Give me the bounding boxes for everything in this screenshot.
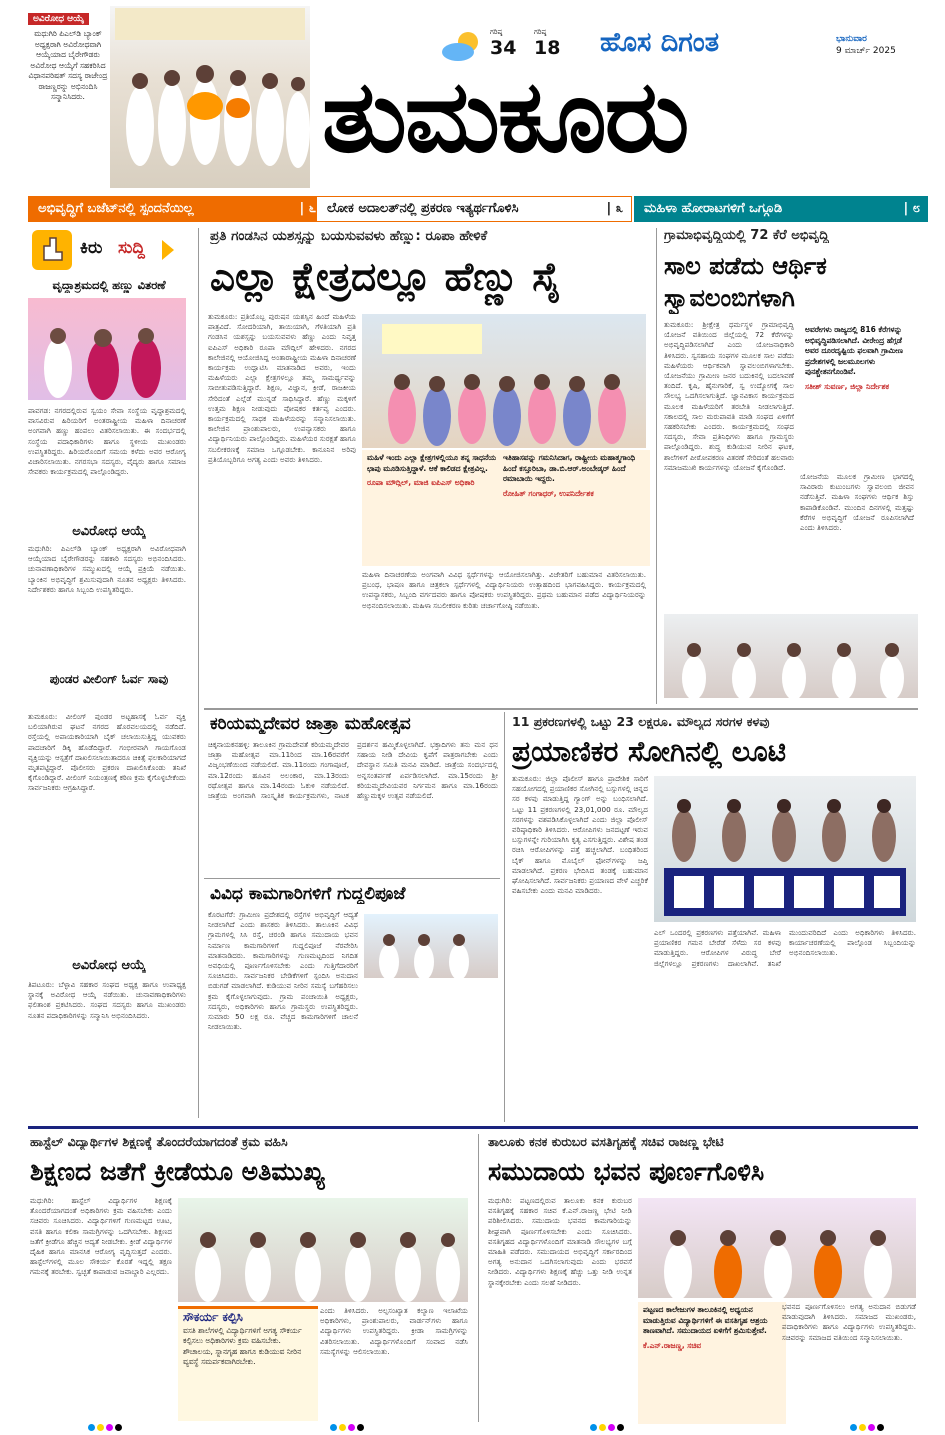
section-rule [204,708,918,710]
theft-headline: ಪ್ರಯಾಣಿಕರ ಸೋಗಿನಲ್ಲಿ ಲೂಟಿ [512,735,787,768]
bhavan-quote [638,1302,786,1424]
brief-3-title: ಪುಂಡರ ವೀಲಿಂಗ್ ಓರ್ವ ಸಾವು [49,672,169,686]
brief-1-text: ಪಾವಗಡ: ನಗರದಲ್ಲಿರುವ ಸ್ವಯಂ ಸೇವಾ ಸಂಸ್ಥೆಯ ವೃದ್ಧಾಶ್ರಮದಲ್ಲಿ ವಾಸವಿರುವ ಹಿರಿಯರಿಗೆ ಅಂತರಾಷ್ಟ್ರೀಯ ಮಹಿಳಾ ದಿನಾಚರಣೆ ಅಂಗವಾಗಿ ಹಣ್ಣು ಹಂಪಲು ವಿತರಿಸಲಾಯಿತು. ಈ ಸಂದರ್ಭದಲ್ಲಿ ಸಂಸ್ಥೆಯ ಪದಾಧಿಕಾರಿಗಳು ಹಾಗೂ ಸ್ಥಳೀಯ ಮುಖಂಡರು ಉಪಸ್ಥಿತರಿದ್ದರು. ಹಿರಿಯರೊಂದಿಗೆ ಸಮಯ ಕಳೆದು ಅವರ ಆರೋಗ್ಯ ವಿಚಾರಿಸಲಾಯಿತು. ನಗರಸಭಾ ಸದಸ್ಯರು, ವೈದ್ಯರು ಹಾಗೂ ಸಮಾಜ ಸೇವಕರು ಕಾರ್ಯಕ್ರಮದಲ್ಲಿ ಪಾಲ್ಗೊಂಡಿದ್ದರು. [28,406,186,477]
issue-date: 9 ಮಾರ್ಚ್ 2025 [836,46,896,56]
weather-max: 34 [490,37,517,59]
city-title: ತುಮಕೂರು [322,58,688,175]
loan-quote-by: ಸತೀಶ್ ಸುವರ್ಣ, ಜಿಲ್ಲಾ ನಿರ್ದೇಶಕ [805,381,890,391]
brief-1-photo [28,298,186,400]
teaser-3[interactable] [634,196,928,222]
masthead [0,0,945,190]
women-quote [498,450,650,566]
story-hostel [28,1134,472,1424]
hostel-box-text: ವಸತಿ ಶಾಲೆಗಳಲ್ಲಿ ವಿದ್ಯಾರ್ಥಿಗಳಿಗೆ ಅಗತ್ಯ ಸೌಕರ್ಯ ಕಲ್ಪಿಸಲು ಅಧಿಕಾರಿಗಳು ಕ್ರಮ ವಹಿಸಬೇಕು. ಶೌಚಾಲಯ, ಸ್ನಾನಗೃಹ ಹಾಗೂ ಕುಡಿಯುವ ನೀರಿನ ವ್ಯವಸ್ಥೆ ಸಮರ್ಪಕವಾಗಿರಬೇಕು. [183,1325,302,1366]
loan-headline-2: ಸ್ವಾವಲಂಬಿಗಳಾಗಿ [664,284,795,312]
bottom-rule [28,1126,918,1129]
bhavan-text-2: ಭವನದ ಪೂರ್ಣಗೊಳಿಸಲು ಅಗತ್ಯ ಅನುದಾನ ಬಿಡುಗಡೆ ಮಾಡುವುದಾಗಿ ತಿಳಿಸಿದರು. ಸಮಾಜದ ಮುಖಂಡರು, ಪದಾಧಿಕಾರಿಗಳು ಹಾಗೂ ವಿದ್ಯಾರ್ಥಿಗಳು ಉಪಸ್ಥಿತರಿದ್ದರು. ಸಚಿವರನ್ನು ಸಮಾಜದ ವತಿಯಿಂದ ಸನ್ಮಾನಿಸಲಾಯಿತು. [782,1302,916,1342]
issue-day: ಭಾನುವಾರ [836,34,867,44]
weather-min: 18 [534,37,561,59]
theft-kicker: 11 ಪ್ರಕರಣಗಳಲ್ಲಿ ಒಟ್ಟು 23 ಲಕ್ಷರೂ. ಮೌಲ್ಯದ ಸರಗಳ ಕಳವು [512,714,770,729]
teaser-3-page: | ೮ [903,201,920,216]
women-text: ತುಮಕೂರು: ಪ್ರತಿಯೊಬ್ಬ ಪುರುಷನ ಯಶಸ್ಸಿನ ಹಿಂದೆ ಮಹಿಳೆಯ ಪಾತ್ರವಿದೆ. ಸೋದರಿಯಾಗಿ, ತಾಯಿಯಾಗಿ, ಗೆಳತಿಯಾಗಿ ಪ್ರತಿ ಗಂಡಸಿನ ಯಶಸ್ಸನ್ನು ಬಯಸುವವಳು ಹೆಣ್ಣು ಎಂದು ನಿವೃತ್ತ ಐಪಿಎಸ್ ಅಧಿಕಾರಿ ರೂಪಾ ಮೌದ್ಗಿಲ್ ಹೇಳಿದರು. ನಗರದ ಕಾಲೇಜಿನಲ್ಲಿ ಆಯೋಜಿಸಿದ್ದ ಅಂತಾರಾಷ್ಟ್ರೀಯ ಮಹಿಳಾ ದಿನಾಚರಣೆ ಕಾರ್ಯಕ್ರಮ ಉದ್ಘಾಟಿಸಿ ಮಾತನಾಡಿದ ಅವರು, ಇಂದು ಮಹಿಳೆಯರು ಎಲ್ಲಾ ಕ್ಷೇತ್ರಗಳಲ್ಲೂ ತಮ್ಮ ಸಾಮರ್ಥ್ಯವನ್ನು ಸಾಬೀತುಪಡಿಸುತ್ತಿದ್ದಾರೆ. ಶಿಕ್ಷಣ, ವಿಜ್ಞಾನ, ಕ್ರೀಡೆ, ರಾಜಕೀಯ ಸೇರಿದಂತೆ ಎಲ್ಲೆಡೆ ಮುನ್ನಡೆ ಸಾಧಿಸಿದ್ದಾರೆ. ಹೆಣ್ಣು ಮಕ್ಕಳಿಗೆ ಉತ್ತಮ ಶಿಕ್ಷಣ ನೀಡುವುದು ಪೋಷಕರ ಕರ್ತವ್ಯ ಎಂದರು. ಕಾರ್ಯಕ್ರಮದಲ್ಲಿ ಸಾಧಕ ಮಹಿಳೆಯರನ್ನು ಸನ್ಮಾನಿಸಲಾಯಿತು. ಕಾಲೇಜಿನ ಪ್ರಾಂಶುಪಾಲರು, ಉಪನ್ಯಾಸಕರು ಹಾಗೂ ವಿದ್ಯಾರ್ಥಿನಿಯರು ಪಾಲ್ಗೊಂಡಿದ್ದರು. ಮಹಿಳೆಯರ ಸುರಕ್ಷತೆ ಹಾಗೂ ಸಬಲೀಕರಣಕ್ಕೆ ಸಮಾಜ ಒಗ್ಗೂಡಬೇಕು. ಕಾನೂನಿನ ಅರಿವು ಪ್ರತಿಯೊಬ್ಬರಿಗೂ ಅಗತ್ಯ ಎಂದು ಅವರು ತಿಳಿಸಿದರು. [208,312,356,464]
top-news-box [28,6,108,191]
finger-icon [32,230,72,270]
column-divider-2 [656,228,657,704]
teaser-2-label: ಲೋಕ ಅದಾಲತ್‌ನಲ್ಲಿ ಪ್ರಕರಣ ಇತ್ಯರ್ಥಗೊಳಿಸಿ [327,201,519,216]
theft-text-2: ಎಲ್ ಒಂದರಲ್ಲಿ ಪ್ರಕರಣಗಳು ಪತ್ತೆಯಾಗಿವೆ. ಮಹಿಳಾ ಪ್ರಯಾಣಿಕರ ಗಮನ ಬೇರೆಡೆ ಸೆಳೆದು ಸರ ಕಳವು ಮಾಡುತ್ತಿದ್ದರು. ಆರೋಪಿಗಳ ವಿರುದ್ಧ ಬೇರೆ ಜಿಲ್ಲೆಗಳಲ್ಲೂ ಪ್ರಕರಣಗಳು ದಾಖಲಾಗಿವೆ. ತನಿಖೆ ಮುಂದುವರಿದಿದೆ ಎಂದು ಅಧಿಕಾರಿಗಳು ತಿಳಿಸಿದರು. ಕಾರ್ಯಾಚರಣೆಯಲ್ಲಿ ಪಾಲ್ಗೊಂಡ ಸಿಬ್ಬಂದಿಯನ್ನು ಅಭಿನಂದಿಸಲಾಯಿತು. [654,928,916,968]
kiru-label: ಕಿರು [80,238,103,258]
brief-news-column [28,228,190,1118]
kiru-suddi-badge [32,230,182,270]
brief-2-title: ಅವಿರೋಧ ಆಯ್ಕೆ [72,524,146,539]
bhavan-kicker: ತಾಲೂಕು ಕನಕ ಕುರುಬರ ವಸತಿಗೃಹಕ್ಕೆ ಸಚಿವ ರಾಜಣ್ಣ ಭೇಟಿ [488,1134,724,1149]
bhavan-quote-text: ಪಟ್ಟಣದ ಕಾಲೇಜುಗಳ ತಾಲೂಕಿನಲ್ಲಿ ಅಧ್ಯಯನ ಮಾಡುತ್ತಿರುವ ವಿದ್ಯಾರ್ಥಿಗಳಿಗೆ ಈ ವಸತಿಗೃಹ ಆಶ್ರಯ ತಾಣವಾಗಿದೆ. ಸಮುದಾಯದ ಏಳಿಗೆಗೆ ಶ್ರಮಿಸುತ್ತೇವೆ. [643,1305,768,1335]
jatre-text: ಚಿಕ್ಕನಾಯಕನಹಳ್ಳಿ: ತಾಲೂಕಿನ ಗ್ರಾಮದೇವತೆ ಕರಿಯಮ್ಮದೇವರ ಜಾತ್ರಾ ಮಹೋತ್ಸವ ಮಾ.11ರಿಂದ ಮಾ.16ರವರೆಗೆ ವಿಜೃಂಭಣೆಯಿಂದ ನಡೆಯಲಿದೆ. ಮಾ.11ರಂದು ಗಂಗಾಪೂಜೆ, ಮಾ.12ರಂದು ಹೂವಿನ ಅಲಂಕಾರ, ಮಾ.13ರಂದು ರಥೋತ್ಸವ ಹಾಗೂ ಮಾ.14ರಂದು ಓಕುಳಿ ನಡೆಯಲಿದೆ. ಜಾತ್ರೆಯ ಅಂಗವಾಗಿ ಸಾಂಸ್ಕೃತಿಕ ಕಾರ್ಯಕ್ರಮಗಳು, ನಾಟಕ ಪ್ರದರ್ಶನ ಹಮ್ಮಿಕೊಳ್ಳಲಾಗಿದೆ. ಭಕ್ತಾದಿಗಳು ತನು ಮನ ಧನ ಸಹಾಯ ನೀಡಿ ದೇವಿಯ ಕೃಪೆಗೆ ಪಾತ್ರರಾಗಬೇಕು ಎಂದು ದೇವಸ್ಥಾನ ಸಮಿತಿ ಮನವಿ ಮಾಡಿದೆ. ಜಾತ್ರೆಯ ಸಂದರ್ಭದಲ್ಲಿ ಅನ್ನಸಂತರ್ಪಣೆ ಏರ್ಪಡಿಸಲಾಗಿದೆ. ಮಾ.15ರಂದು ಶ್ರೀ ಕರಿಯಮ್ಮದೇವಿಯವರ ನಿರ್ಗಮನ ಹಾಗೂ ಮಾ.16ರಂದು ಹೆಣ್ಣುಮಕ್ಕಳ ಉತ್ಸವ ನಡೆಯಲಿದೆ. [208,740,498,801]
women-photo [362,314,646,448]
column-divider [198,228,199,1118]
brand-logo: ಹೊಸ ದಿಗಂತ [600,27,720,58]
loan-quote [800,322,920,468]
theft-text: ತುಮಕೂರು: ಜಿಲ್ಲಾ ಪೊಲೀಸ್ ಹಾಗೂ ಪ್ರಾದೇಶಿಕ ಸಾರಿಗೆ ಸಹಯೋಗದಲ್ಲಿ ಪ್ರಯಾಣಿಕರ ಸೋಗಿನಲ್ಲಿ ಬಸ್ಸುಗಳಲ್ಲಿ ಚಿನ್ನದ ಸರ ಕಳವು ಮಾಡುತ್ತಿದ್ದ ಗ್ಯಾಂಗ್ ಅನ್ನು ಬಂಧಿಸಲಾಗಿದೆ. ಒಟ್ಟು 11 ಪ್ರಕರಣಗಳಲ್ಲಿ 23,01,000 ರೂ. ಮೌಲ್ಯದ ಸರಗಳನ್ನು ವಶಪಡಿಸಿಕೊಳ್ಳಲಾಗಿದೆ ಎಂದು ಜಿಲ್ಲಾ ಪೊಲೀಸ್ ವರಿಷ್ಠಾಧಿಕಾರಿ ತಿಳಿಸಿದರು. ಆರೋಪಿಗಳು ಜನದಟ್ಟಣೆ ಇರುವ ಬಸ್ಸುಗಳನ್ನೇ ಗುರಿಯಾಗಿಸಿ ಕೃತ್ಯ ಎಸಗುತ್ತಿದ್ದರು. ವಿಶೇಷ ತಂಡ ರಚಿಸಿ ಆರೋಪಿಗಳನ್ನು ಪತ್ತೆ ಹಚ್ಚಲಾಗಿದೆ. ಬಂಧಿತರಿಂದ ಬೈಕ್ ಹಾಗೂ ಮೊಬೈಲ್ ಫೋನ್‌ಗಳನ್ನು ಜಪ್ತಿ ಮಾಡಲಾಗಿದೆ. ಪ್ರಕರಣ ಭೇದಿಸಿದ ತಂಡಕ್ಕೆ ಬಹುಮಾನ ಘೋಷಿಸಲಾಗಿದೆ. ಸಾರ್ವಜನಿಕರು ಪ್ರಯಾಣದ ವೇಳೆ ಎಚ್ಚರಿಕೆ ವಹಿಸಬೇಕು ಎಂದು ಮನವಿ ಮಾಡಿದರು. [512,774,648,896]
loan-quote-text: ಅವರೇಗಳು ರಾಜ್ಯದಲ್ಲಿ 816 ಕೆರೆಗಳನ್ನು ಅಭಿವೃದ್ಧಿಪಡಿಸಲಾಗಿದೆ. ವೀರೇಂದ್ರ ಹೆಗ್ಗಡೆ ಅವರ ದೂರದೃಷ್ಟಿಯ ಫಲವಾಗಿ ಗ್ರಾಮೀಣ ಪ್ರದೇಶಗಳಲ್ಲಿ ಜಲಮೂಲಗಳು ಪುನಶ್ಚೇತನಗೊಂಡಿವೆ. [805,325,903,376]
bhavan-quote-by: ಕೆ.ಎನ್.ರಾಜಣ್ಣ, ಸಚಿವ [643,1340,702,1350]
top-news-photo [110,6,310,188]
theft-photo [654,776,916,922]
brief-3-text: ತುಮಕೂರು: ವೀಲಿಂಗ್ ಪುಂಡರ ಅಟ್ಟಹಾಸಕ್ಕೆ ಓರ್ವ ವ್ಯಕ್ತಿ ಬಲಿಯಾಗಿರುವ ಘಟನೆ ನಗರದ ಹೊರವಲಯದಲ್ಲಿ ನಡೆದಿದೆ. ರಸ್ತೆಯಲ್ಲಿ ಅಪಾಯಕಾರಿಯಾಗಿ ಬೈಕ್ ಚಲಾಯಿಸುತ್ತಿದ್ದ ಯುವಕರು ಪಾದಚಾರಿಗೆ ಡಿಕ್ಕಿ ಹೊಡೆದಿದ್ದಾರೆ. ಗಂಭೀರವಾಗಿ ಗಾಯಗೊಂಡ ವ್ಯಕ್ತಿಯನ್ನು ಆಸ್ಪತ್ರೆಗೆ ದಾಖಲಿಸಲಾಯಿತಾದರೂ ಚಿಕಿತ್ಸೆ ಫಲಕಾರಿಯಾಗದೆ ಮೃತಪಟ್ಟಿದ್ದಾರೆ. ಪೊಲೀಸರು ಪ್ರಕರಣ ದಾಖಲಿಸಿಕೊಂಡು ತನಿಖೆ ಕೈಗೊಂಡಿದ್ದಾರೆ. ವೀಲಿಂಗ್ ನಿಯಂತ್ರಣಕ್ಕೆ ಕಠಿಣ ಕ್ರಮ ಕೈಗೊಳ್ಳಬೇಕೆಂದು ಸಾರ್ವಜನಿಕರು ಆಗ್ರಹಿಸಿದ್ದಾರೆ. [28,712,186,793]
teaser-1-label: ಅಭಿವೃದ್ಧಿಗೆ ಬಜೆಟ್‌ನಲ್ಲಿ ಸ್ಪಂದನೆಯಿಲ್ಲ [38,201,194,216]
story-loan [660,228,918,704]
story-jatre [204,712,500,874]
loan-headline-1: ಸಾಲ ಪಡೆದು ಆರ್ಥಿಕ [664,252,827,280]
chevron-decor [162,240,174,260]
brief-4-title: ಅವಿರೋಧ ಆಯ್ಕೆ [72,958,146,973]
story-theft [508,712,918,1122]
brief-4-text: ತಿಪಟೂರು: ಬೆಳ್ಳಾವಿ ಸಹಕಾರ ಸಂಘದ ಅಧ್ಯಕ್ಷ ಹಾಗೂ ಉಪಾಧ್ಯಕ್ಷ ಸ್ಥಾನಕ್ಕೆ ಅವಿರೋಧ ಆಯ್ಕೆ ನಡೆಯಿತು. ಚುನಾವಣಾಧಿಕಾರಿಗಳು ಫಲಿತಾಂಶ ಪ್ರಕಟಿಸಿದರು. ಸಂಘದ ಸದಸ್ಯರು ಹಾಗೂ ಮುಖಂಡರು ನೂತನ ಪದಾಧಿಕಾರಿಗಳನ್ನು ಸನ್ಮಾನಿಸಿ ಅಭಿನಂದಿಸಿದರು. [28,980,186,1020]
bhavan-headline: ಸಮುದಾಯ ಭವನ ಪೂರ್ಣಗೊಳಿಸಿ [488,1157,765,1186]
loan-text-2: ಯೋಜನೆಯ ಮೂಲಕ ಗ್ರಾಮೀಣ ಭಾಗದಲ್ಲಿ ಸಾವಿರಾರು ಕುಟುಂಬಗಳು ಸ್ವಾವಲಂಬಿ ಜೀವನ ನಡೆಸುತ್ತಿವೆ. ಮಹಿಳಾ ಸಂಘಗಳು ಆರ್ಥಿಕ ಶಿಸ್ತು ಕಾಪಾಡಿಕೊಂಡಿವೆ. ಮುಂದಿನ ದಿನಗಳಲ್ಲಿ ಮತ್ತಷ್ಟು ಕೆರೆಗಳ ಅಭಿವೃದ್ಧಿಗೆ ಯೋಜನೆ ರೂಪಿಸಲಾಗಿದೆ ಎಂದು ತಿಳಿಸಿದರು. [800,472,914,533]
women-caption-text: ಮಹಿಳೆ ಇಂದು ಎಲ್ಲಾ ಕ್ಷೇತ್ರಗಳಲ್ಲಿಯೂ ತನ್ನ ಸಾಧನೆಯ ಛಾಪು ಮೂಡಿಸುತ್ತಿದ್ದಾಳೆ. ಆಕೆ ಕಾಲಿಡದ ಕ್ಷೇತ್ರವಿಲ್ಲ. [367,453,497,473]
brief-2-text: ಮಧುಗಿರಿ: ಪಿಎಲ್‌ಡಿ ಬ್ಯಾಂಕ್ ಅಧ್ಯಕ್ಷರಾಗಿ ಅವಿರೋಧವಾಗಿ ಆಯ್ಕೆಯಾದ ಬೈರೇಗೌಡರನ್ನು ಸಹಕಾರಿ ಸದಸ್ಯರು ಅಭಿನಂದಿಸಿದರು. ಚುನಾವಣಾಧಿಕಾರಿಗಳ ಸಮ್ಮುಖದಲ್ಲಿ ಆಯ್ಕೆ ಪ್ರಕ್ರಿಯೆ ನಡೆಯಿತು. ಬ್ಯಾಂಕಿನ ಅಭಿವೃದ್ಧಿಗೆ ಶ್ರಮಿಸುವುದಾಗಿ ನೂತನ ಅಧ್ಯಕ್ಷರು ತಿಳಿಸಿದರು. ನಿರ್ದೇಶಕರು ಹಾಗೂ ಸಿಬ್ಬಂದಿ ಉಪಸ್ಥಿತರಿದ್ದರು. [28,544,186,594]
loan-kicker: ಗ್ರಾಮಾಭಿವೃದ್ಧಿಯಲ್ಲಿ 72 ಕೆರೆ ಅಭಿವೃದ್ಧಿ [664,228,829,243]
women-headline: ಎಲ್ಲಾ ಕ್ಷೇತ್ರದಲ್ಲೂ ಹೆಣ್ಣು ಸೈ [210,255,562,300]
women-caption-by: ರೂಪಾ ಮೌದ್ಗಿಲ್, ಮಾಜಿ ಐಪಿಎಸ್ ಅಧಿಕಾರಿ [367,478,475,487]
teaser-1-page: | ೬ [299,201,316,216]
women-caption [362,450,504,566]
works-photo [364,914,498,978]
teaser-1[interactable] [28,196,324,222]
women-kicker: ಪ್ರತಿ ಗಂಡಸಿನ ಯಶಸ್ಸನ್ನು ಬಯಸುವವಳು ಹೆಣ್ಣು: ರೂಪಾ ಹೇಳಿಕೆ [210,228,488,244]
bhavan-photo [638,1198,916,1298]
hostel-text-2: ಎಂದು ತಿಳಿಸಿದರು. ಅಲ್ಪಸಂಖ್ಯಾತ ಕಲ್ಯಾಣ ಇಲಾಖೆಯ ಅಧಿಕಾರಿಗಳು, ಪ್ರಾಂಶುಪಾಲರು, ವಾರ್ಡನ್‌ಗಳು ಹಾಗೂ ವಿದ್ಯಾರ್ಥಿಗಳು ಉಪಸ್ಥಿತರಿದ್ದರು. ಕ್ರೀಡಾ ಸಾಮಗ್ರಿಗಳನ್ನು ವಿತರಿಸಲಾಯಿತು. ವಿದ್ಯಾರ್ಥಿಗಳೊಂದಿಗೆ ಸಂವಾದ ನಡೆಸಿ ಸಮಸ್ಯೆಗಳನ್ನು ಆಲಿಸಲಾಯಿತು. [320,1306,468,1356]
women-text-2: ಮಹಿಳಾ ದಿನಾಚರಣೆಯ ಅಂಗವಾಗಿ ವಿವಿಧ ಸ್ಪರ್ಧೆಗಳನ್ನು ಆಯೋಜಿಸಲಾಗಿತ್ತು. ವಿಜೇತರಿಗೆ ಬಹುಮಾನ ವಿತರಿಸಲಾಯಿತು. ಪ್ರಬಂಧ, ಭಾಷಣ ಹಾಗೂ ಚಿತ್ರಕಲಾ ಸ್ಪರ್ಧೆಗಳಲ್ಲಿ ವಿದ್ಯಾರ್ಥಿನಿಯರು ಉತ್ಸಾಹದಿಂದ ಭಾಗವಹಿಸಿದ್ದರು. ಕಾರ್ಯಕ್ರಮದಲ್ಲಿ ಉಪನ್ಯಾಸಕರು, ಸಿಬ್ಬಂದಿ ವರ್ಗದವರು ಹಾಗೂ ಪೋಷಕರು ಉಪಸ್ಥಿತರಿದ್ದರು. ಪ್ರಥಮ ಬಹುಮಾನ ಪಡೆದ ವಿದ್ಯಾರ್ಥಿನಿಯರನ್ನು ಅಭಿನಂದಿಸಲಾಯಿತು. ಮಹಿಳಾ ಸಬಲೀಕರಣ ಕುರಿತು ಚರ್ಚಾಗೋಷ್ಠಿ ನಡೆಯಿತು. [362,570,646,610]
column-divider-3 [504,712,505,1122]
top-news-tag: ಅವಿರೋಧ ಆಯ್ಕೆ [28,13,89,25]
teaser-3-label: ಮಹಿಳಾ ಹೋರಾಟಗಳಿಗೆ ಒಗ್ಗೂಡಿ [644,201,783,216]
teaser-strip [28,196,918,222]
weather-min-label: ಗರಿಷ್ಠ [534,28,547,36]
works-headline: ವಿವಿಧ ಕಾಮಗಾರಿಗಳಿಗೆ ಗುದ್ದಲಿಪೂಜೆ [210,884,406,904]
hostel-photo [178,1198,468,1302]
suddi-label: ಸುದ್ದಿ [118,238,145,258]
jatre-headline: ಕರಿಯಮ್ಮದೇವರ ಜಾತ್ರಾ ಮಹೋತ್ಸವ [210,714,411,734]
story-bhavan [484,1134,918,1424]
loan-photo [664,614,918,698]
bhavan-text: ಮಧುಗಿರಿ: ಪಟ್ಟಣದಲ್ಲಿರುವ ತಾಲೂಕು ಕನಕ ಕುರುಬರ ವಸತಿಗೃಹಕ್ಕೆ ಸಹಕಾರ ಸಚಿವ ಕೆ.ಎನ್.ರಾಜಣ್ಣ ಭೇಟಿ ನೀಡಿ ಪರಿಶೀಲಿಸಿದರು. ಸಮುದಾಯ ಭವನದ ಕಾಮಗಾರಿಯನ್ನು ಶೀಘ್ರವಾಗಿ ಪೂರ್ಣಗೊಳಿಸಬೇಕು ಎಂದು ಸೂಚಿಸಿದರು. ವಸತಿಗೃಹದ ವಿದ್ಯಾರ್ಥಿಗಳೊಂದಿಗೆ ಮಾತನಾಡಿ ಸೌಲಭ್ಯಗಳ ಬಗ್ಗೆ ಮಾಹಿತಿ ಪಡೆದರು. ಸಮುದಾಯದ ಅಭಿವೃದ್ಧಿಗೆ ಸರ್ಕಾರದಿಂದ ಅಗತ್ಯ ಅನುದಾನ ಒದಗಿಸಲಾಗುವುದು ಎಂದು ಭರವಸೆ ನೀಡಿದರು. ವಿದ್ಯಾರ್ಥಿಗಳು ಶಿಕ್ಷಣಕ್ಕೆ ಹೆಚ್ಚು ಒತ್ತು ನೀಡಿ ಉನ್ನತ ಸ್ಥಾನಕ್ಕೇರಬೇಕು ಎಂದು ಸಲಹೆ ನೀಡಿದರು. [488,1196,632,1287]
story-works [204,882,500,1122]
women-quote-text: ಇತಿಹಾಸವನ್ನು ಗಮನಿಸಿದಾಗ, ರಾಷ್ಟ್ರೀಯ ಮಹಾತ್ಮಗಾಂಧಿ ಹಿಂದೆ ಕಸ್ತೂರಿಬಾ, ಡಾ.ಬಿ.ಆರ್.ಅಂಬೇಡ್ಕರ್ ಹಿಂದೆ ರಮಾಬಾಯಿ ಇದ್ದರು. [503,453,636,483]
hostel-box-title: ಸೌಕರ್ಯ ಕಲ್ಪಿಸಿ [183,1310,243,1324]
loan-text: ತುಮಕೂರು: ಶ್ರೀಕ್ಷೇತ್ರ ಧರ್ಮಸ್ಥಳ ಗ್ರಾಮಾಭಿವೃದ್ಧಿ ಯೋಜನೆ ವತಿಯಿಂದ ಜಿಲ್ಲೆಯಲ್ಲಿ 72 ಕೆರೆಗಳನ್ನು ಅಭಿವೃದ್ಧಿಪಡಿಸಲಾಗಿದೆ ಎಂದು ಯೋಜನಾಧಿಕಾರಿ ತಿಳಿಸಿದರು. ಸ್ವಸಹಾಯ ಸಂಘಗಳ ಮೂಲಕ ಸಾಲ ಪಡೆದು ಮಹಿಳೆಯರು ಆರ್ಥಿಕವಾಗಿ ಸ್ವಾವಲಂಬಿಗಳಾಗಬೇಕು. ಯೋಜನೆಯು ಗ್ರಾಮೀಣ ಜನರ ಬದುಕಿನಲ್ಲಿ ಬದಲಾವಣೆ ತಂದಿದೆ. ಕೃಷಿ, ಹೈನುಗಾರಿಕೆ, ಸ್ವ ಉದ್ಯೋಗಕ್ಕೆ ಸಾಲ ಸೌಲಭ್ಯ ಒದಗಿಸಲಾಗುತ್ತಿದೆ. ಜ್ಞಾನವಿಕಾಸ ಕಾರ್ಯಕ್ರಮದ ಮೂಲಕ ಮಹಿಳೆಯರಿಗೆ ತರಬೇತಿ ನೀಡಲಾಗುತ್ತಿದೆ. ಸಕಾಲದಲ್ಲಿ ಸಾಲ ಮರುಪಾವತಿ ಮಾಡಿ ಸಂಘದ ಏಳಿಗೆಗೆ ಸಹಕರಿಸಬೇಕು ಎಂದರು. ಕಾರ್ಯಕ್ರಮದಲ್ಲಿ ಸಂಘದ ಸದಸ್ಯರು, ಸೇವಾ ಪ್ರತಿನಿಧಿಗಳು ಹಾಗೂ ಗ್ರಾಮಸ್ಥರು ಪಾಲ್ಗೊಂಡಿದ್ದರು. ಶುದ್ಧ ಕುಡಿಯುವ ನೀರಿನ ಘಟಕ, ಶಾಲೆಗಳಿಗೆ ಪೀಠೋಪಕರಣ ವಿತರಣೆ ಸೇರಿದಂತೆ ಹಲವಾರು ಸಮಾಜಮುಖಿ ಕಾರ್ಯಗಳನ್ನು ಯೋಜನೆ ಕೈಗೊಂಡಿದೆ. [664,320,794,472]
teaser-2-page: | ೩ [606,201,623,216]
brief-1-title: ವೃದ್ಧಾಶ್ರಮದಲ್ಲಿ ಹಣ್ಣು ವಿತರಣೆ [52,278,166,292]
hostel-kicker: ಹಾಸ್ಟೆಲ್ ವಿದ್ಯಾರ್ಥಿಗಳ ಶಿಕ್ಷಣಕ್ಕೆ ತೊಂದರೆಯಾಗದಂತೆ ಕ್ರಮ ವಹಿಸಿ [30,1134,288,1149]
story-women [204,228,650,704]
column-divider-4 [478,1134,479,1422]
weather-max-label: ಗರಿಷ್ಠ [490,28,503,36]
hostel-text: ಮಧುಗಿರಿ: ಹಾಸ್ಟೆಲ್ ವಿದ್ಯಾರ್ಥಿಗಳ ಶಿಕ್ಷಣಕ್ಕೆ ತೊಂದರೆಯಾಗದಂತೆ ಅಧಿಕಾರಿಗಳು ಕ್ರಮ ವಹಿಸಬೇಕು ಎಂದು ಸಚಿವರು ಸೂಚಿಸಿದರು. ವಿದ್ಯಾರ್ಥಿಗಳಿಗೆ ಗುಣಮಟ್ಟದ ಊಟ, ವಸತಿ ಹಾಗೂ ಕಲಿಕಾ ಸಾಮಗ್ರಿಗಳನ್ನು ಒದಗಿಸಬೇಕು. ಶಿಕ್ಷಣದ ಜತೆಗೆ ಕ್ರೀಡೆಗೂ ಹೆಚ್ಚಿನ ಆದ್ಯತೆ ನೀಡಬೇಕು. ಕ್ರೀಡೆ ವಿದ್ಯಾರ್ಥಿಗಳ ದೈಹಿಕ ಹಾಗೂ ಮಾನಸಿಕ ಆರೋಗ್ಯ ವೃದ್ಧಿಸುತ್ತದೆ ಎಂದರು. ಹಾಸ್ಟೆಲ್‌ಗಳಲ್ಲಿ ಮೂಲ ಸೌಕರ್ಯ ಕೊರತೆ ಇದ್ದಲ್ಲಿ ತಕ್ಷಣ ಗಮನಕ್ಕೆ ತರಬೇಕು. ಸ್ವಚ್ಛತೆ ಕಾಪಾಡುವ ಜವಾಬ್ದಾರಿ ಎಲ್ಲರದು. [30,1196,172,1277]
women-quote-by: ರೋಹಿತ್ ಗಂಗಾಧರ್, ಉಪನಿರ್ದೇಶಕ [503,488,594,498]
top-news-text: ಮಧುಗಿರಿ ಪಿಎಲ್‌ಡಿ ಬ್ಯಾಂಕ್ ಅಧ್ಯಕ್ಷರಾಗಿ ಅವಿರೋಧವಾಗಿ ಆಯ್ಕೆಯಾದ ಬೈರೇಗೌಡರು ಅವಿರೋಧ ಆಯ್ಕೆಗೆ ಸಹಕರಿಸಿದ ವಿಧಾನಪರಿಷತ್ ಸದಸ್ಯ ರಾಜೇಂದ್ರ ರಾಜಣ್ಣರನ್ನು ಅಭಿನಂದಿಸಿ ಸನ್ಮಾನಿಸಿದರು. [28,29,108,101]
hostel-box [178,1306,318,1421]
section-rule-2 [204,878,500,879]
works-text: ಕೊರಟಗೆರೆ: ಗ್ರಾಮೀಣ ಪ್ರದೇಶದಲ್ಲಿ ರಸ್ತೆಗಳ ಅಭಿವೃದ್ಧಿಗೆ ಆದ್ಯತೆ ನೀಡಲಾಗಿದೆ ಎಂದು ಶಾಸಕರು ತಿಳಿಸಿದರು. ತಾಲೂಕಿನ ವಿವಿಧ ಗ್ರಾಮಗಳಲ್ಲಿ ಸಿಸಿ ರಸ್ತೆ, ಚರಂಡಿ ಹಾಗೂ ಸಮುದಾಯ ಭವನ ನಿರ್ಮಾಣ ಕಾಮಗಾರಿಗಳಿಗೆ ಗುದ್ದಲಿಪೂಜೆ ನೆರವೇರಿಸಿ ಮಾತನಾಡಿದರು. ಕಾಮಗಾರಿಗಳನ್ನು ಗುಣಮಟ್ಟದಿಂದ ನಿಗದಿತ ಅವಧಿಯಲ್ಲಿ ಪೂರ್ಣಗೊಳಿಸಬೇಕು ಎಂದು ಗುತ್ತಿಗೆದಾರರಿಗೆ ಸೂಚಿಸಿದರು. ಸಾರ್ವಜನಿಕರ ಬೇಡಿಕೆಗಳಿಗೆ ಸ್ಪಂದಿಸಿ ಅನುದಾನ ಬಿಡುಗಡೆ ಮಾಡಲಾಗಿದೆ. ಕುಡಿಯುವ ನೀರಿನ ಸಮಸ್ಯೆ ಬಗೆಹರಿಸಲು ಕ್ರಮ ಕೈಗೊಳ್ಳಲಾಗುವುದು. ಗ್ರಾಮ ಪಂಚಾಯಿತಿ ಅಧ್ಯಕ್ಷರು, ಸದಸ್ಯರು, ಅಧಿಕಾರಿಗಳು ಹಾಗೂ ಗ್ರಾಮಸ್ಥರು ಉಪಸ್ಥಿತರಿದ್ದರು. ಸುಮಾರು 50 ಲಕ್ಷ ರೂ. ವೆಚ್ಚದ ಕಾಮಗಾರಿಗಳಿಗೆ ಚಾಲನೆ ನೀಡಲಾಯಿತು. [208,910,358,1032]
teaser-2[interactable] [316,196,632,222]
hostel-headline: ಶಿಕ್ಷಣದ ಜತೆಗೆ ಕ್ರೀಡೆಯೂ ಅತಿಮುಖ್ಯ [30,1157,325,1186]
